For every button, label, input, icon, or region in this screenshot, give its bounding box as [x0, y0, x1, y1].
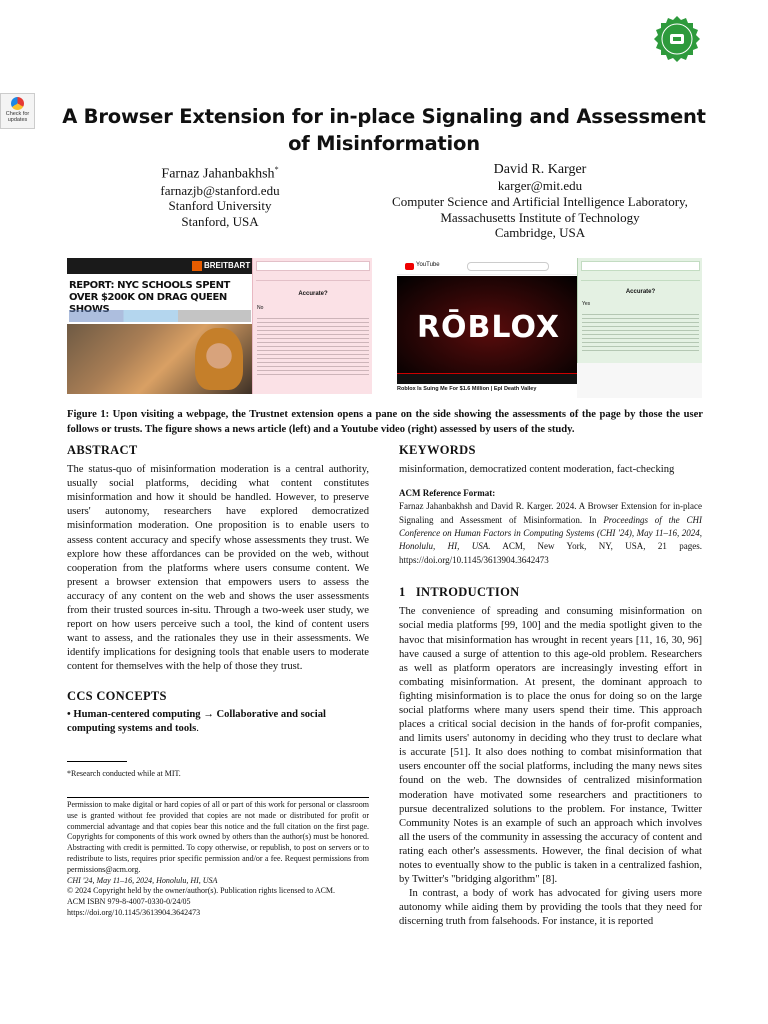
figure-youtube-screenshot [397, 258, 702, 398]
keywords-text: misinformation, democratized content moderation, fact-checking [399, 464, 675, 476]
video-player[interactable] [397, 276, 580, 384]
abstract-heading: ABSTRACT [67, 443, 138, 457]
pane-title: Accurate? [625, 289, 656, 295]
author-name: David R. Karger [493, 162, 587, 177]
isbn-line: ACM ISBN 979-8-4007-0330-0/24/05 [67, 897, 191, 907]
pane-answer: Yes [582, 301, 591, 307]
author-block-1 [110, 161, 330, 230]
pane-answer: No [257, 305, 264, 311]
permission-block [67, 800, 369, 919]
copyright-line: © 2024 Copyright held by the owner/author(s). Publication rights licensed to ACM. [67, 886, 336, 896]
ccs-heading: CCS CONCEPTS [67, 688, 167, 703]
author-affiliation: Stanford University [168, 198, 272, 214]
site-name: YouTube [416, 262, 440, 268]
author-email[interactable]: farnazjb@stanford.edu [160, 182, 280, 198]
author-affiliation: Computer Science and Artificial Intelligence Laboratory, [392, 193, 688, 209]
author-location: Cambridge, USA [494, 225, 586, 241]
artifacts-available-seal [653, 15, 701, 63]
article-headline: REPORT: NYC SCHOOLS SPENT OVER $200K ON DRAG QUEEN [69, 280, 230, 303]
trustnet-pane [577, 258, 702, 363]
introduction-heading: 1 INTRODUCTION [399, 585, 520, 600]
abstract-text: The status-quo of misinformation moderation is a central authority, usually social platforms, deciding what content constitutes misinformation and how it should be handled. However, to preserve users' autonomy, researchers have explored democratized misinformation moderation. One proposition is to enable users to assess content accuracy and specify whose assessments they trust. We explore how these affordances can be provided on the web, without cooperation from the platforms where users consume content. We present a browser extension that empowers users to assess the accuracy of any content on the web and shows the user assessments from their trusted sources in-situ. Through a two-week user study, we report on how users perceive such a tool, the kind of content users want to assess, and the rationales they use in their assessments. We identify implications for designing tools that enable users to moderate content for themselves with the help of those they trust. [67, 464, 369, 673]
youtube-logo-icon [405, 263, 414, 270]
author-name: Farnaz Jahanbakhsh [161, 166, 275, 182]
figure-caption: Figure 1: Upon visiting a webpage, the Trustnet extension opens a pane on the side showing the assessments of the page by those the user follows or trusts. The figure shows a news article (left) and a Youtube video (right) assessed by users of the study. [67, 409, 703, 435]
reference-venue: Proceedings of the CHI Conference on Human Factors in Computing Systems (CHI '24), May 11–16, 2024, Honolulu, HI, USA. [399, 514, 702, 552]
keywords-heading: KEYWORDS [399, 443, 476, 457]
pane-title: Accurate? [298, 291, 328, 297]
site-name: BREITBART [204, 261, 251, 270]
crossmark-icon [11, 97, 24, 110]
introduction-paragraph-1: The convenience of spreading and consuming misinformation on social media platforms [99, 100] and the media spotlight given to the havoc that misinformation has wrought in recent years [11, 16, 30, 96] have caused a surge of attention to this age-old problem. Researchers as well as platform operators are increasingly investing effort in combating misinformation. At present, the dominant approach to fighting misinformation is to place the onus for doing so on the large social platforms where many users spend their time. This approach places a critical social decision in the hands of for-profit companies, and limits users' autonomy in deciding who they trust to declare what is accurate [51]. It also does nothing to combat misinformation that users encounter off the social platforms, including the many news sites found on the web. The downsides of centralized misinformation moderation have motivated some researchers and practitioners to pursue decentralized solutions to the problem. For instance, Twitter Community Notes is an example of such an approach which involves all the users of the community in assessing the accuracy of content and rating each other's assessments. However, the final decision of what notes to eventually show to the public is taken in a centralized fashion, by Twitter's "bridging algorithm" [8]. [399, 606, 702, 886]
author-block-2 [380, 161, 700, 241]
ccs-tail: . [196, 722, 199, 734]
check-for-updates-label: Check for updates [5, 111, 30, 123]
paper-title: A Browser Extension for in-place Signaling and Assessment of Misinformation [62, 105, 706, 155]
video-caption: Roblox Is Suing Me For $1.6 Million | Epl Death Valley [397, 386, 537, 392]
introduction-paragraph-2: In contrast, a body of work has advocated for giving users more autonomy while aiding them by providing the tools that they need for discerning truth from falsehoods. For instance, it is reported [399, 888, 702, 928]
doi-link[interactable]: https://doi.org/10.1145/3613904.3642473 [67, 907, 201, 917]
breitbart-logo-icon [192, 261, 202, 271]
left-column [67, 443, 369, 736]
reference-format-heading: ACM Reference Format: [399, 488, 496, 499]
ccs-concepts: • Human-centered computing → Collaborative and social computing systems and tools [67, 708, 326, 734]
venue-line: CHI '24, May 11–16, 2024, Honolulu, HI, USA [67, 875, 218, 885]
footnote-rule [67, 761, 127, 762]
permission-rule [67, 797, 369, 798]
author-email[interactable]: karger@mit.edu [497, 178, 583, 193]
check-for-updates-badge[interactable] [0, 93, 35, 129]
figure-news-article-screenshot [67, 258, 372, 394]
reference-text: Farnaz Jahanbakhsh and David R. Karger. 2024. A Browser Extension for in-place Signaling and Assessment of Misinformation. In [399, 501, 702, 525]
footnote: *Research conducted while at MIT. [67, 769, 181, 778]
author-footnote-mark: * [274, 165, 279, 174]
reference-tail: ACM, New York, NY, USA, 21 pages. https://doi.org/10.1145/3613904.3642473 [399, 541, 702, 565]
author-affiliation: Massachusetts Institute of Technology [440, 209, 640, 225]
video-title-overlay: RŌBLOX [416, 310, 561, 345]
right-column [399, 443, 702, 929]
trustnet-pane [252, 258, 372, 394]
permission-text: Permission to make digital or hard copies of all or part of this work for personal or classroom use is granted without fee provided that copies are not made or distributed for profit or commercial advantage and that copies bear this notice and the full citation on the first page. Copyrights for components of this work owned by others than the author(s) must be honored. Abstracting with credit is permitted. To copy otherwise, or republish, to post on servers or to redistribute to lists, requires prior specific permission and/or a fee. Request permissions from permissions@acm.org. [67, 800, 369, 874]
author-location: Stanford, USA [181, 214, 259, 230]
